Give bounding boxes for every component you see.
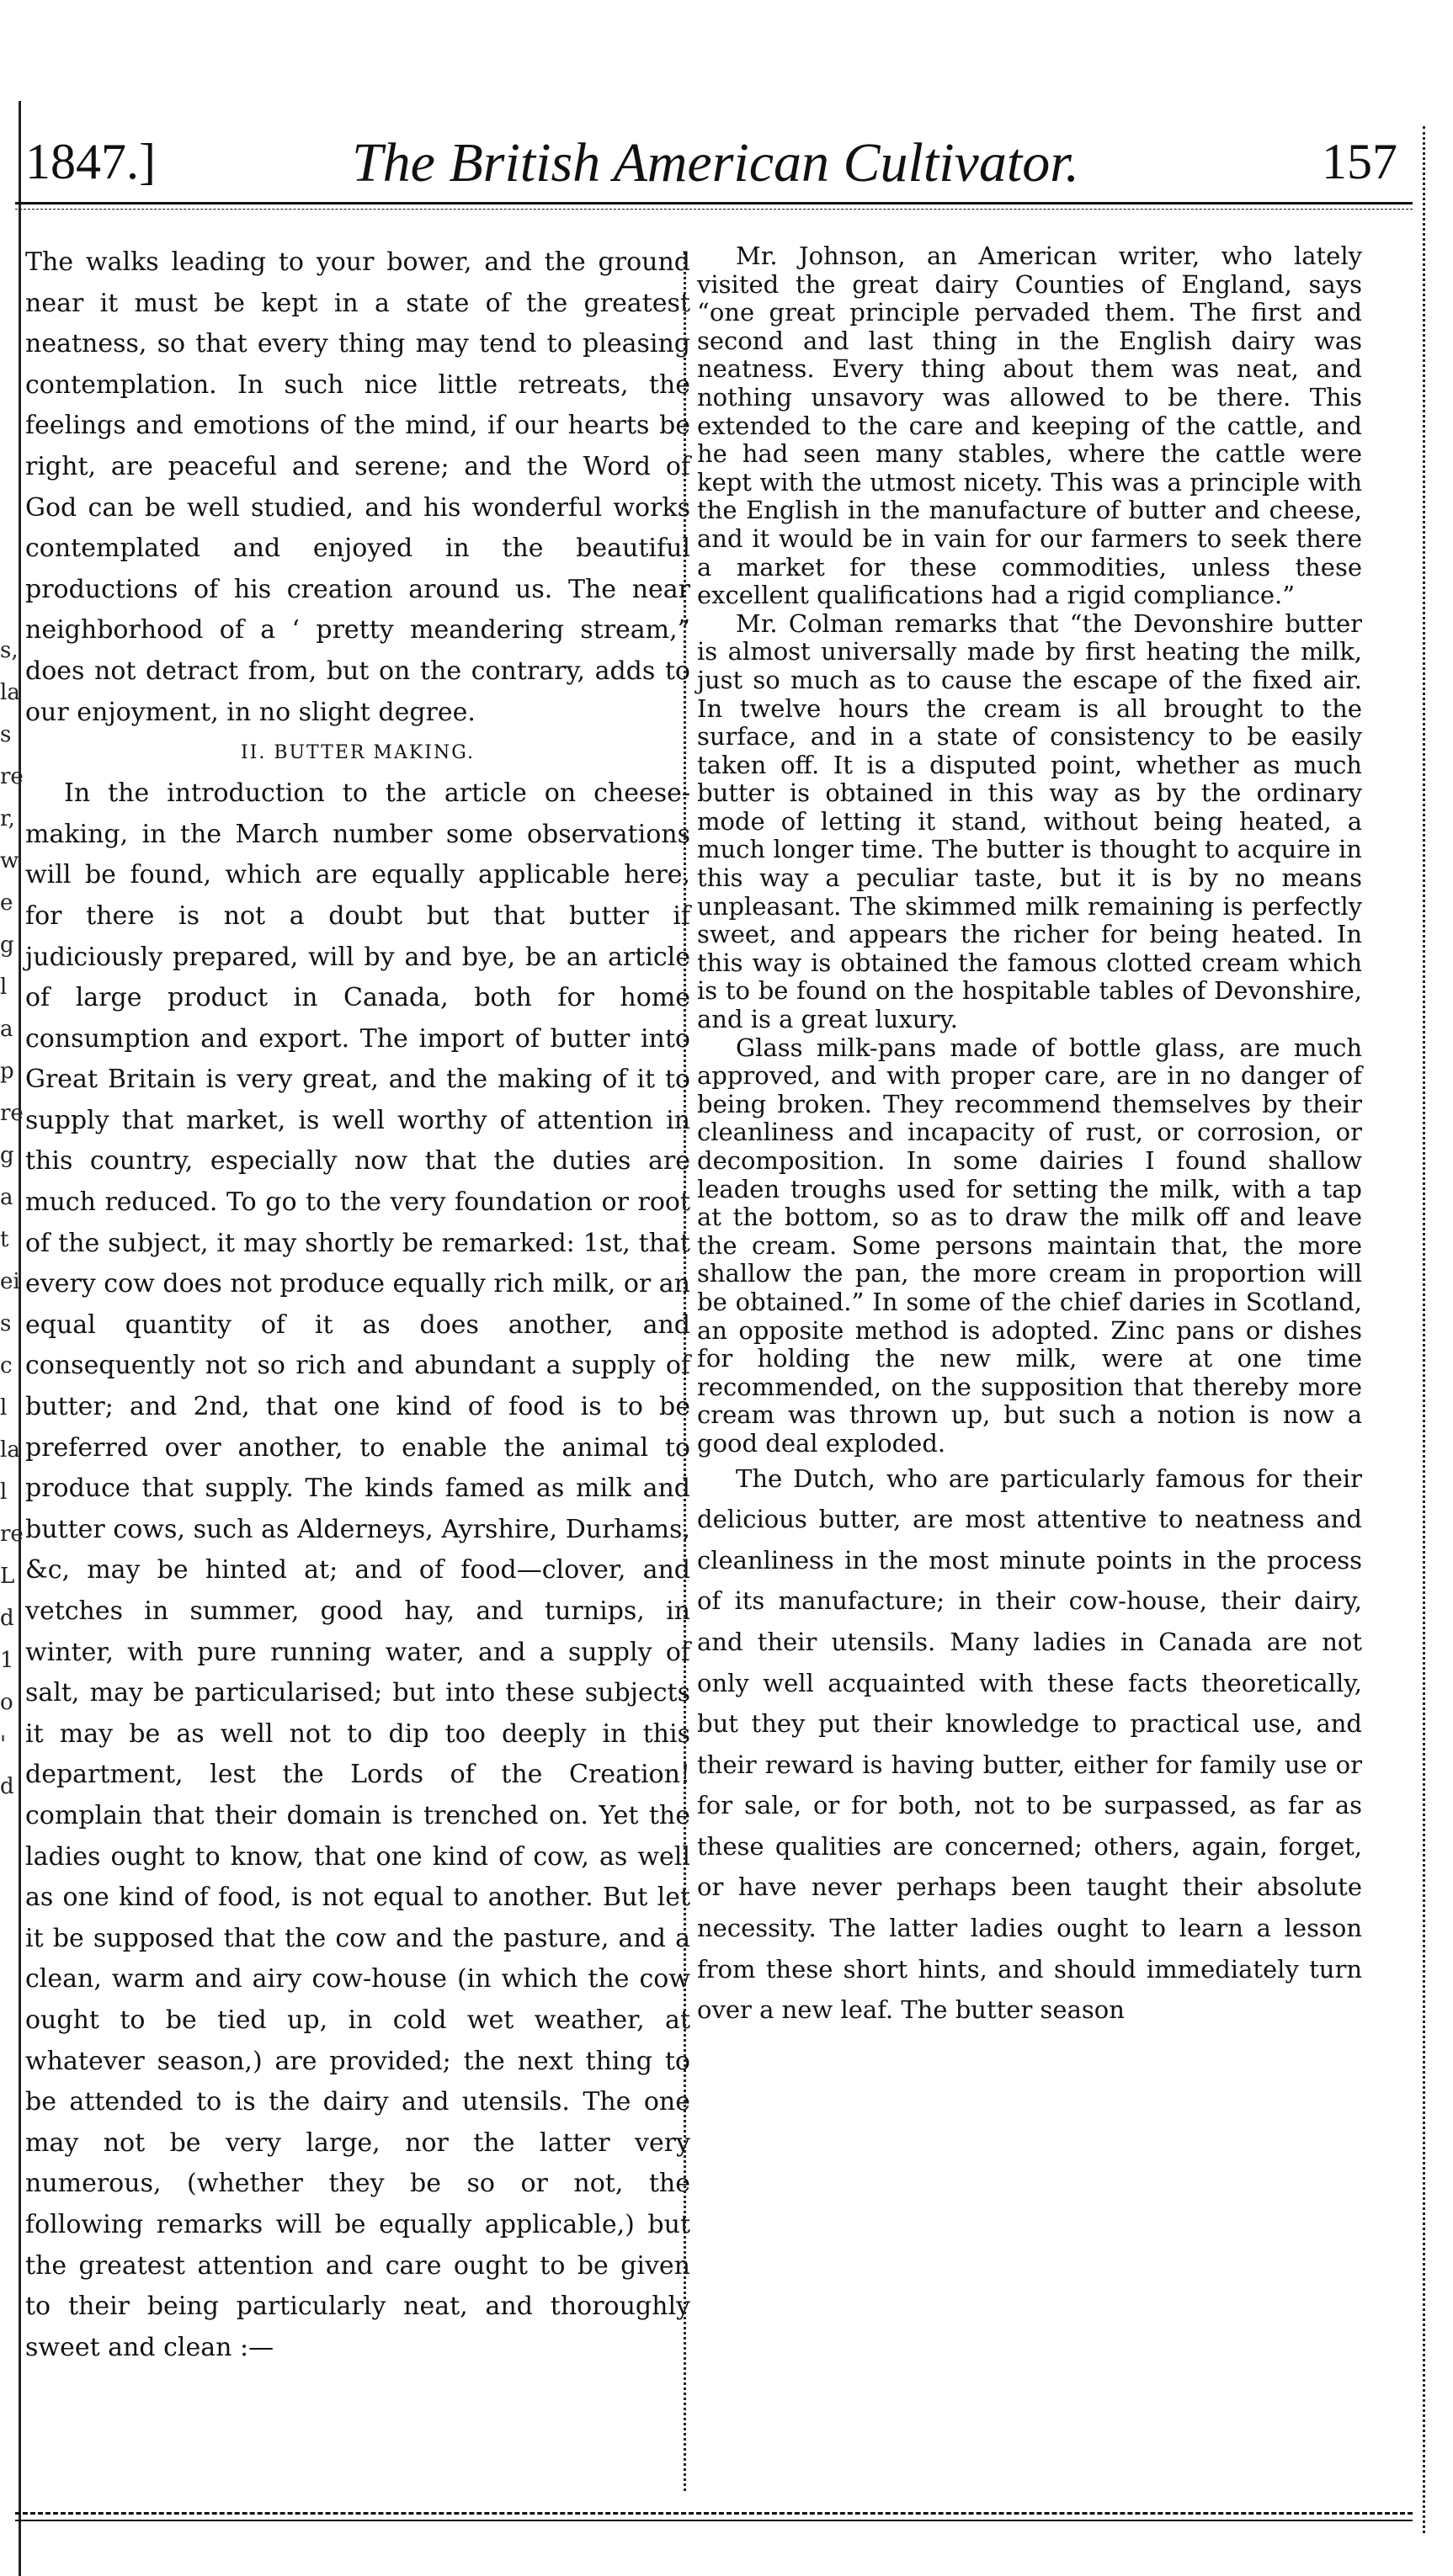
butter-intro-paragraph: In the introduction to the article on cheese-making, in the March number some observations will be found, which are equally applicable here, for there is not a doubt but that butter if judiciously prepared, will by and bye, be an article of large product in Canada, both for home consumption and export. The import of butter into Great Britain is very great, and the making of it to supply that market, is well worthy of attention in this country, especially now that the duties are much reduced. To go to the very foundation or root of the subject, it may shortly be remarked: 1st, that every cow does not produce equally rich milk, or an equal quantity of it as does another, and consequently not so rich and abundant a supply of butter; and 2nd, that one kind of food is to be preferred over another, to enable the animal to produce that supply. The kinds famed as milk and butter cows, such as Alderneys, Ayrshire, Durhams, &c, may be hinted at; and of food—clover, and vetches in summer, good hay, and turnips, in winter, with pure running water, and a supply of salt, may be particularised; but into these subjects it may be as well not to dip too deeply in this department, lest the Lords of the Creation! complain that their domain is trenched on. Yet the ladies ought to know, that one kind of cow, as well as one kind of food, is not equal to another. But let it be supposed that the cow and the pasture, and a clean, warm and airy cow-house (in which the cow ought to be tied up, in cold wet weather, at whatever season,) are provided; the next thing to be attended to is the dairy and utensils. The one may not be very large, nor the latter very numerous, (whether they be so or not, the following remarks will be equally applicable,) but the greatest attention and care ought to be given to their being particularly neat, and thoroughly sweet and clean :—	[25, 778, 690, 2362]
margin-fragment: t	[0, 1227, 9, 1252]
margin-fragment: la	[0, 1437, 20, 1463]
margin-strip	[0, 101, 24, 1851]
margin-fragment: e	[0, 890, 13, 916]
column-divider	[684, 252, 686, 2491]
margin-fragment: la	[0, 680, 20, 705]
milk-pans-paragraph: Glass milk-pans made of bottle glass, are much approved, and with proper care, are in no danger of being broken. They recommend themselves by their cleanliness and incapacity of rust, or corrosion, or decomposition. In some dairies I found shallow leaden troughs used for setting the milk, with a tap at the bottom, so as to draw the milk off and leave the cream. Some persons maintain that, the more shallow the pan, the more cream in proportion will be obtained.” In some of the chief daries in Scotland, an opposite method is adopted. Zinc pans or dishes for holding the new milk, were at one time recommended, on the supposition that thereby more cream was thrown up, but such a notion is now a good deal exploded.	[697, 1033, 1362, 1458]
right-frame-rule	[1423, 126, 1428, 2533]
page-edge-rule	[19, 1851, 21, 2576]
margin-fragment: re	[0, 764, 24, 789]
margin-fragment: '	[0, 1732, 7, 1757]
margin-fragment: r,	[0, 806, 15, 831]
margin-fragment: g	[0, 1143, 14, 1168]
header-rule	[15, 202, 1413, 210]
margin-fragment: s	[0, 722, 12, 747]
margin-fragment: d	[0, 1606, 14, 1631]
bottom-rule	[15, 2512, 1413, 2521]
margin-fragment: o	[0, 1690, 13, 1715]
johnson-paragraph: Mr. Johnson, an American writer, who lately visited the great dairy Counties of England, says “one great principle pervaded them. The first and second and last thing in the English dairy was neatness. Every thing about them was neat, and nothing unsavory was allowed to be there. This extended to the care and keeping of the cattle, and he had seen many stables, where the cattle were kept with the utmost nicety. This was a principle with the English in the manufacture of butter and cheese, and it would be in vain for our farmers to seek there a market for these commodities, unless these excellent qualifications had a rigid compliance.”	[697, 242, 1362, 610]
journal-title: The British American Cultivator.	[351, 132, 1080, 194]
header-year: 1847.]	[25, 134, 156, 189]
running-header	[25, 125, 1406, 200]
margin-fragment: d	[0, 1774, 14, 1799]
bower-paragraph: The walks leading to your bower, and the ground near it must be kept in a state of the greatest neatness, so that every thing may tend to pleasing contemplation. In such nice little retreats, the feelings and emotions of the mind, if our hearts be right, are peaceful and serene; and the Word of God can be well studied, and his wonderful works contemplated and enjoyed in the beautiful productions of his creation around us. The near neighborhood of a ‘ pretty meandering stream,” does not detract from, but on the contrary, adds to our enjoyment, in no slight degree.	[25, 247, 690, 727]
right-column	[697, 242, 1362, 2031]
dutch-paragraph: The Dutch, who are particularly famous for their delicious butter, are most attentive to neatness and cleanliness in the most minute points in the process of its manufacture; in their cow-house, their dairy, and their utensils. Many ladies in Canada are not only well acquainted with these facts theoretically, but they put their knowledge to practical use, and their reward is having butter, either for family use or for sale, or for both, not to be surpassed, as far as these qualities are concerned; others, again, forget, or have never perhaps been taught their absolute necessity. The latter ladies ought to learn a lesson from these short hints, and should immediately turn over a new leaf. The butter season	[697, 1463, 1362, 2025]
margin-fragment: a	[0, 1185, 13, 1210]
margin-fragment: l	[0, 1395, 8, 1421]
margin-fragment: re	[0, 1101, 24, 1126]
margin-fragment: w	[0, 848, 19, 874]
margin-fragment: s,	[0, 638, 19, 663]
margin-fragment: re	[0, 1522, 24, 1547]
page-number: 157	[1322, 134, 1397, 189]
margin-fragment: 1	[0, 1648, 14, 1673]
section-heading: II. BUTTER MAKING.	[240, 742, 476, 764]
margin-fragment: l	[0, 1479, 8, 1505]
colman-paragraph: Mr. Colman remarks that “the Devonshire butter is almost universally made by first heating the milk, just so much as to cause the escape of the fixed air. In twelve hours the cream is all brought to the surface, and in a state of consistency to be easily taken off. It is a disputed point, whether as much butter is obtained in this way as by the ordinary mode of letting it stand, without being heated, a much longer time. The butter is thought to acquire in this way a peculiar taste, but it is by no means unpleasant. The skimmed milk remaining is perfectly sweet, and appears the richer for being heated. In this way is obtained the famous clotted cream which is to be found on the hospitable tables of Devonshire, and is a great luxury.	[697, 608, 1362, 1034]
left-column	[25, 242, 690, 2368]
margin-fragment: p	[0, 1059, 14, 1084]
margin-fragment: a	[0, 1017, 13, 1042]
margin-fragment: ei	[0, 1269, 20, 1294]
margin-fragment: g	[0, 932, 14, 958]
margin-fragment: l	[0, 975, 8, 1000]
margin-fragment: c	[0, 1353, 13, 1378]
margin-fragment: L	[0, 1564, 15, 1589]
margin-fragment: s	[0, 1311, 12, 1336]
